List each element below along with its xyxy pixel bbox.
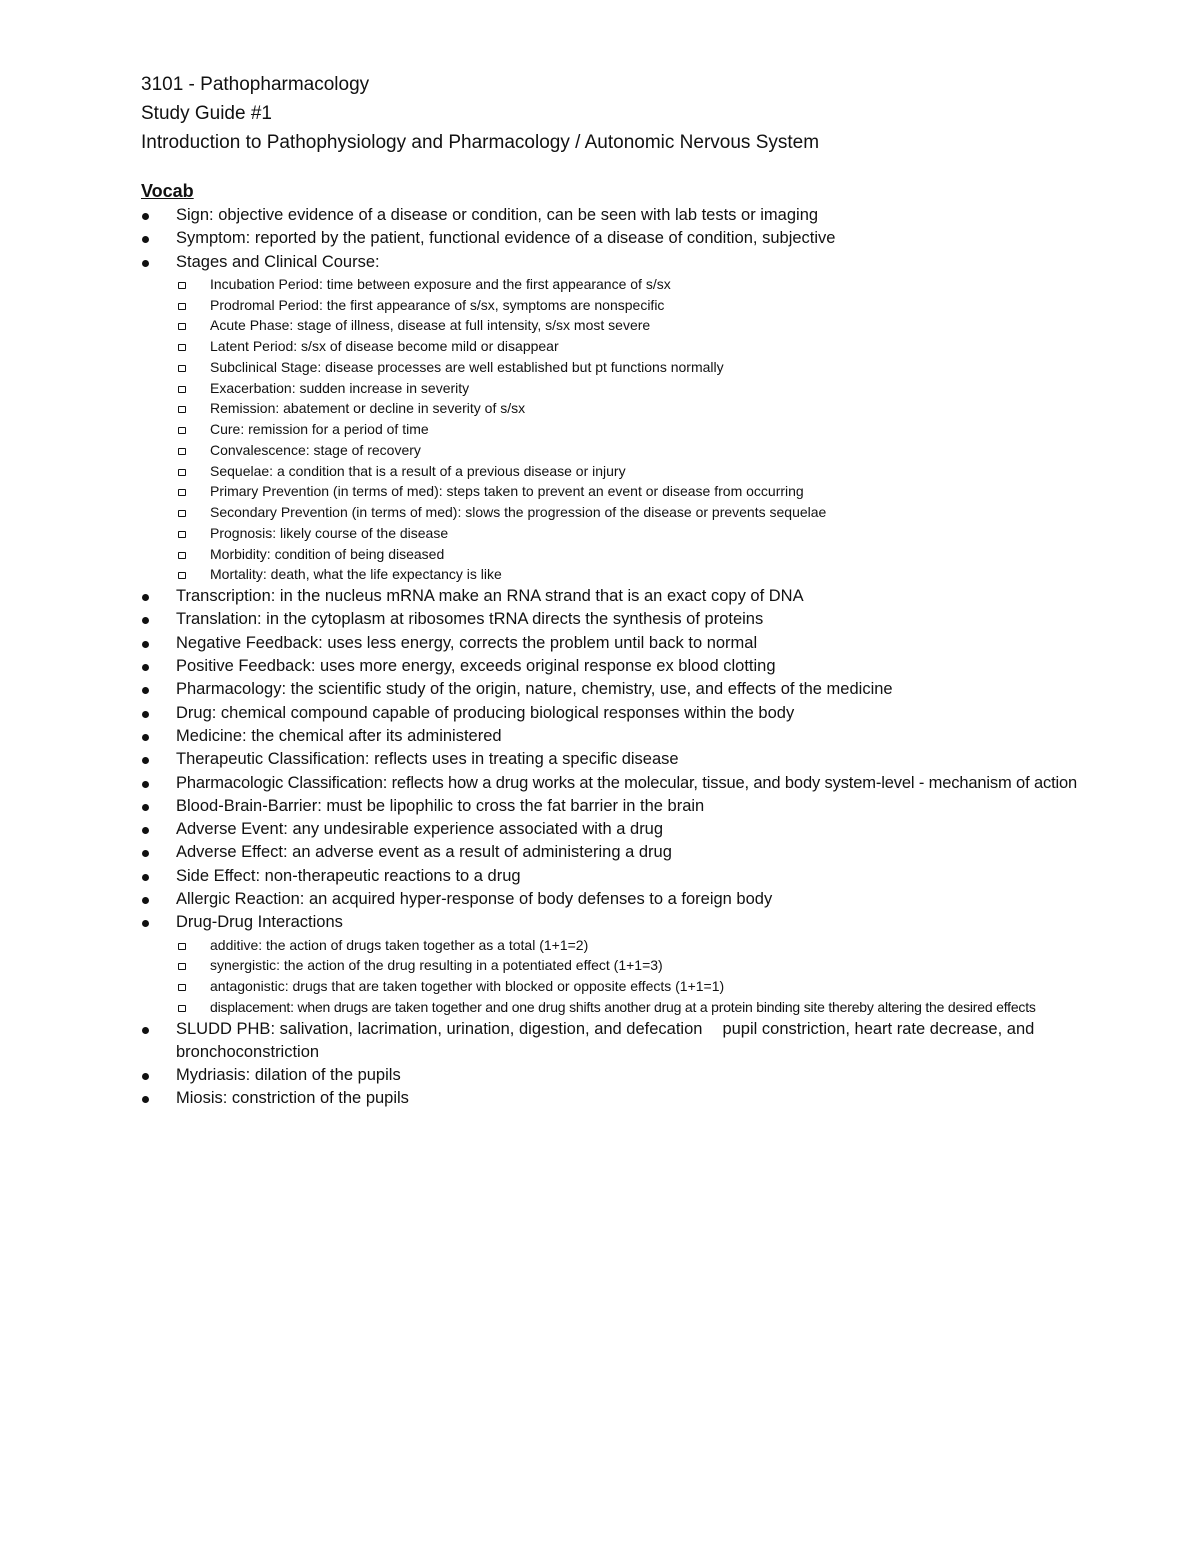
sub-list-item: Prodromal Period: the first appearance of s/sx, symptoms are nonspecific [141,295,1181,316]
square-bullet-icon [178,365,186,372]
square-bullet-icon [178,469,186,476]
bullet-icon [142,757,149,764]
sub-list-item: Prognosis: likely course of the disease [141,523,1181,544]
square-bullet-icon [178,1005,186,1012]
list-item: Drug-Drug Interactions additive: the action of drugs taken together as a total (1+1=2) synergistic: the action of the drug resulting in a potentiated effect (1+1=3) antagonistic: drugs that are taken together with blocked or opposite effects (1+1=1) displacement: when drugs are taken together and one drug shifts another drug at a protein binding site thereby altering the desired effects [141,911,1181,1017]
list-item: Pharmacology: the scientific study of the origin, nature, chemistry, use, and effects of the medicine [141,678,1181,701]
document-page [141,70,1181,1111]
list-item: Drug: chemical compound capable of producing biological responses within the body [141,702,1181,725]
sub-list-item: Remission: abatement or decline in severity of s/sx [141,398,1181,419]
list-item: Sign: objective evidence of a disease or condition, can be seen with lab tests or imaging [141,204,1181,227]
topic-title: Introduction to Pathophysiology and Pharmacology / Autonomic Nervous System [141,132,820,153]
square-bullet-icon [178,386,186,393]
list-item: Pharmacologic Classification: reflects how a drug works at the molecular, tissue, and body system-level - mechanism of action [141,772,1181,795]
bullet-icon [142,594,149,601]
bullet-icon [142,1096,149,1103]
sub-list-item: Incubation Period: time between exposure and the first appearance of s/sx [141,274,1181,295]
sub-list-item: additive: the action of drugs taken together as a total (1+1=2) [141,935,1181,956]
list-item [141,1018,1181,1065]
bullet-icon [142,641,149,648]
list-item: Mydriasis: dilation of the pupils [141,1064,1181,1087]
square-bullet-icon [178,572,186,579]
sub-list-item: Subclinical Stage: disease processes are well established but pt functions normally [141,357,1181,378]
list-item: Therapeutic Classification: reflects uses in treating a specific disease [141,748,1181,771]
bullet-icon [142,827,149,834]
list-item: Stages and Clinical Course: Incubation Period: time between exposure and the first appearance of s/sx Prodromal Period: the first appearance of s/sx, symptoms are nonspecific Acute Phase: stage of illness, disease at full intensity, s/sx most severe Latent Period: s/sx of disease become mild or disappear Subclinical Stage: disease processes are well established but pt functions normally Exacerbation: sudden increase in severity Remission: abatement or decline in severity of s/sx Cure: remission for a period of time Convalescence: stage of recovery Sequelae: a condition that is a result of a previous disease or injury Primary Prevention (in terms of med): steps taken to prevent an event or disease from occurring Secondary Prevention (in terms of med): slows the progression of the disease or prevents sequelae Prognosis: likely course of the disease Morbidity: condition of being diseased Mortality: death, what the life expectancy is like [141,251,1181,586]
phb-text: pupil constriction, heart rate decrease, and bronchoconstriction [176,1019,1035,1061]
bullet-icon [142,804,149,811]
list-item: Translation: in the cytoplasm at ribosomes tRNA directs the synthesis of proteins [141,608,1181,631]
square-bullet-icon [178,510,186,517]
sub-list-item: displacement: when drugs are taken together and one drug shifts another drug at a protein binding site thereby altering the desired effects [141,997,1181,1018]
list-item: Side Effect: non-therapeutic reactions to a drug [141,865,1181,888]
square-bullet-icon [178,323,186,330]
bullet-icon [142,1027,149,1034]
square-bullet-icon [178,427,186,434]
bullet-icon [142,617,149,624]
square-bullet-icon [178,448,186,455]
square-bullet-icon [178,344,186,351]
sub-list-item: Mortality: death, what the life expectancy is like [141,564,1181,585]
bullet-icon [142,711,149,718]
course-title: 3101 - Pathopharmacology [141,74,370,95]
stages-sublist [176,274,1181,585]
list-item: Medicine: the chemical after its administered [141,725,1181,748]
square-bullet-icon [178,943,186,950]
bullet-icon [142,781,149,788]
sub-list-item: Acute Phase: stage of illness, disease at full intensity, s/sx most severe [141,315,1181,336]
square-bullet-icon [178,303,186,310]
sub-list-item: antagonistic: drugs that are taken together with blocked or opposite effects (1+1=1) [141,976,1181,997]
sludd-text: SLUDD PHB: salivation, lacrimation, urination, digestion, and defecation [176,1019,703,1038]
sub-list-item: Exacerbation: sudden increase in severity [141,378,1181,399]
bullet-icon [142,664,149,671]
study-guide-title: Study Guide #1 [141,103,272,124]
bullet-icon [142,920,149,927]
list-item: Miosis: constriction of the pupils [141,1087,1181,1110]
list-item: Adverse Effect: an adverse event as a result of administering a drug [141,841,1181,864]
square-bullet-icon [178,282,186,289]
bullet-icon [142,850,149,857]
bullet-icon [142,734,149,741]
bullet-icon [142,260,149,267]
sub-list-item: Secondary Prevention (in terms of med): slows the progression of the disease or prevents sequelae [141,502,1181,523]
square-bullet-icon [178,406,186,413]
square-bullet-icon [178,963,186,970]
square-bullet-icon [178,531,186,538]
list-item: Positive Feedback: uses more energy, exceeds original response ex blood clotting [141,655,1181,678]
bullet-icon [142,1073,149,1080]
sub-list-item: Convalescence: stage of recovery [141,440,1181,461]
sub-list-item: Cure: remission for a period of time [141,419,1181,440]
bullet-icon [142,213,149,220]
square-bullet-icon [178,552,186,559]
list-item: Negative Feedback: uses less energy, corrects the problem until back to normal [141,632,1181,655]
sub-list-item: Latent Period: s/sx of disease become mild or disappear [141,336,1181,357]
bullet-icon [142,874,149,881]
square-bullet-icon [178,489,186,496]
vocab-heading: Vocab [141,181,194,201]
list-item: Blood-Brain-Barrier: must be lipophilic to cross the fat barrier in the brain [141,795,1181,818]
bullet-icon [142,236,149,243]
sub-list-item: Morbidity: condition of being diseased [141,544,1181,565]
sub-list-item: Primary Prevention (in terms of med): steps taken to prevent an event or disease from occurring [141,481,1181,502]
vocab-list [141,204,1181,1111]
sub-list-item: Sequelae: a condition that is a result of a previous disease or injury [141,461,1181,482]
bullet-icon [142,897,149,904]
list-item: Transcription: in the nucleus mRNA make an RNA strand that is an exact copy of DNA [141,585,1181,608]
list-item: Allergic Reaction: an acquired hyper-response of body defenses to a foreign body [141,888,1181,911]
square-bullet-icon [178,984,186,991]
list-item: Adverse Event: any undesirable experience associated with a drug [141,818,1181,841]
sub-list-item: synergistic: the action of the drug resulting in a potentiated effect (1+1=3) [141,955,1181,976]
list-item: Symptom: reported by the patient, functional evidence of a disease of condition, subjective [141,227,1181,250]
interactions-sublist [176,935,1181,1018]
bullet-icon [142,687,149,694]
